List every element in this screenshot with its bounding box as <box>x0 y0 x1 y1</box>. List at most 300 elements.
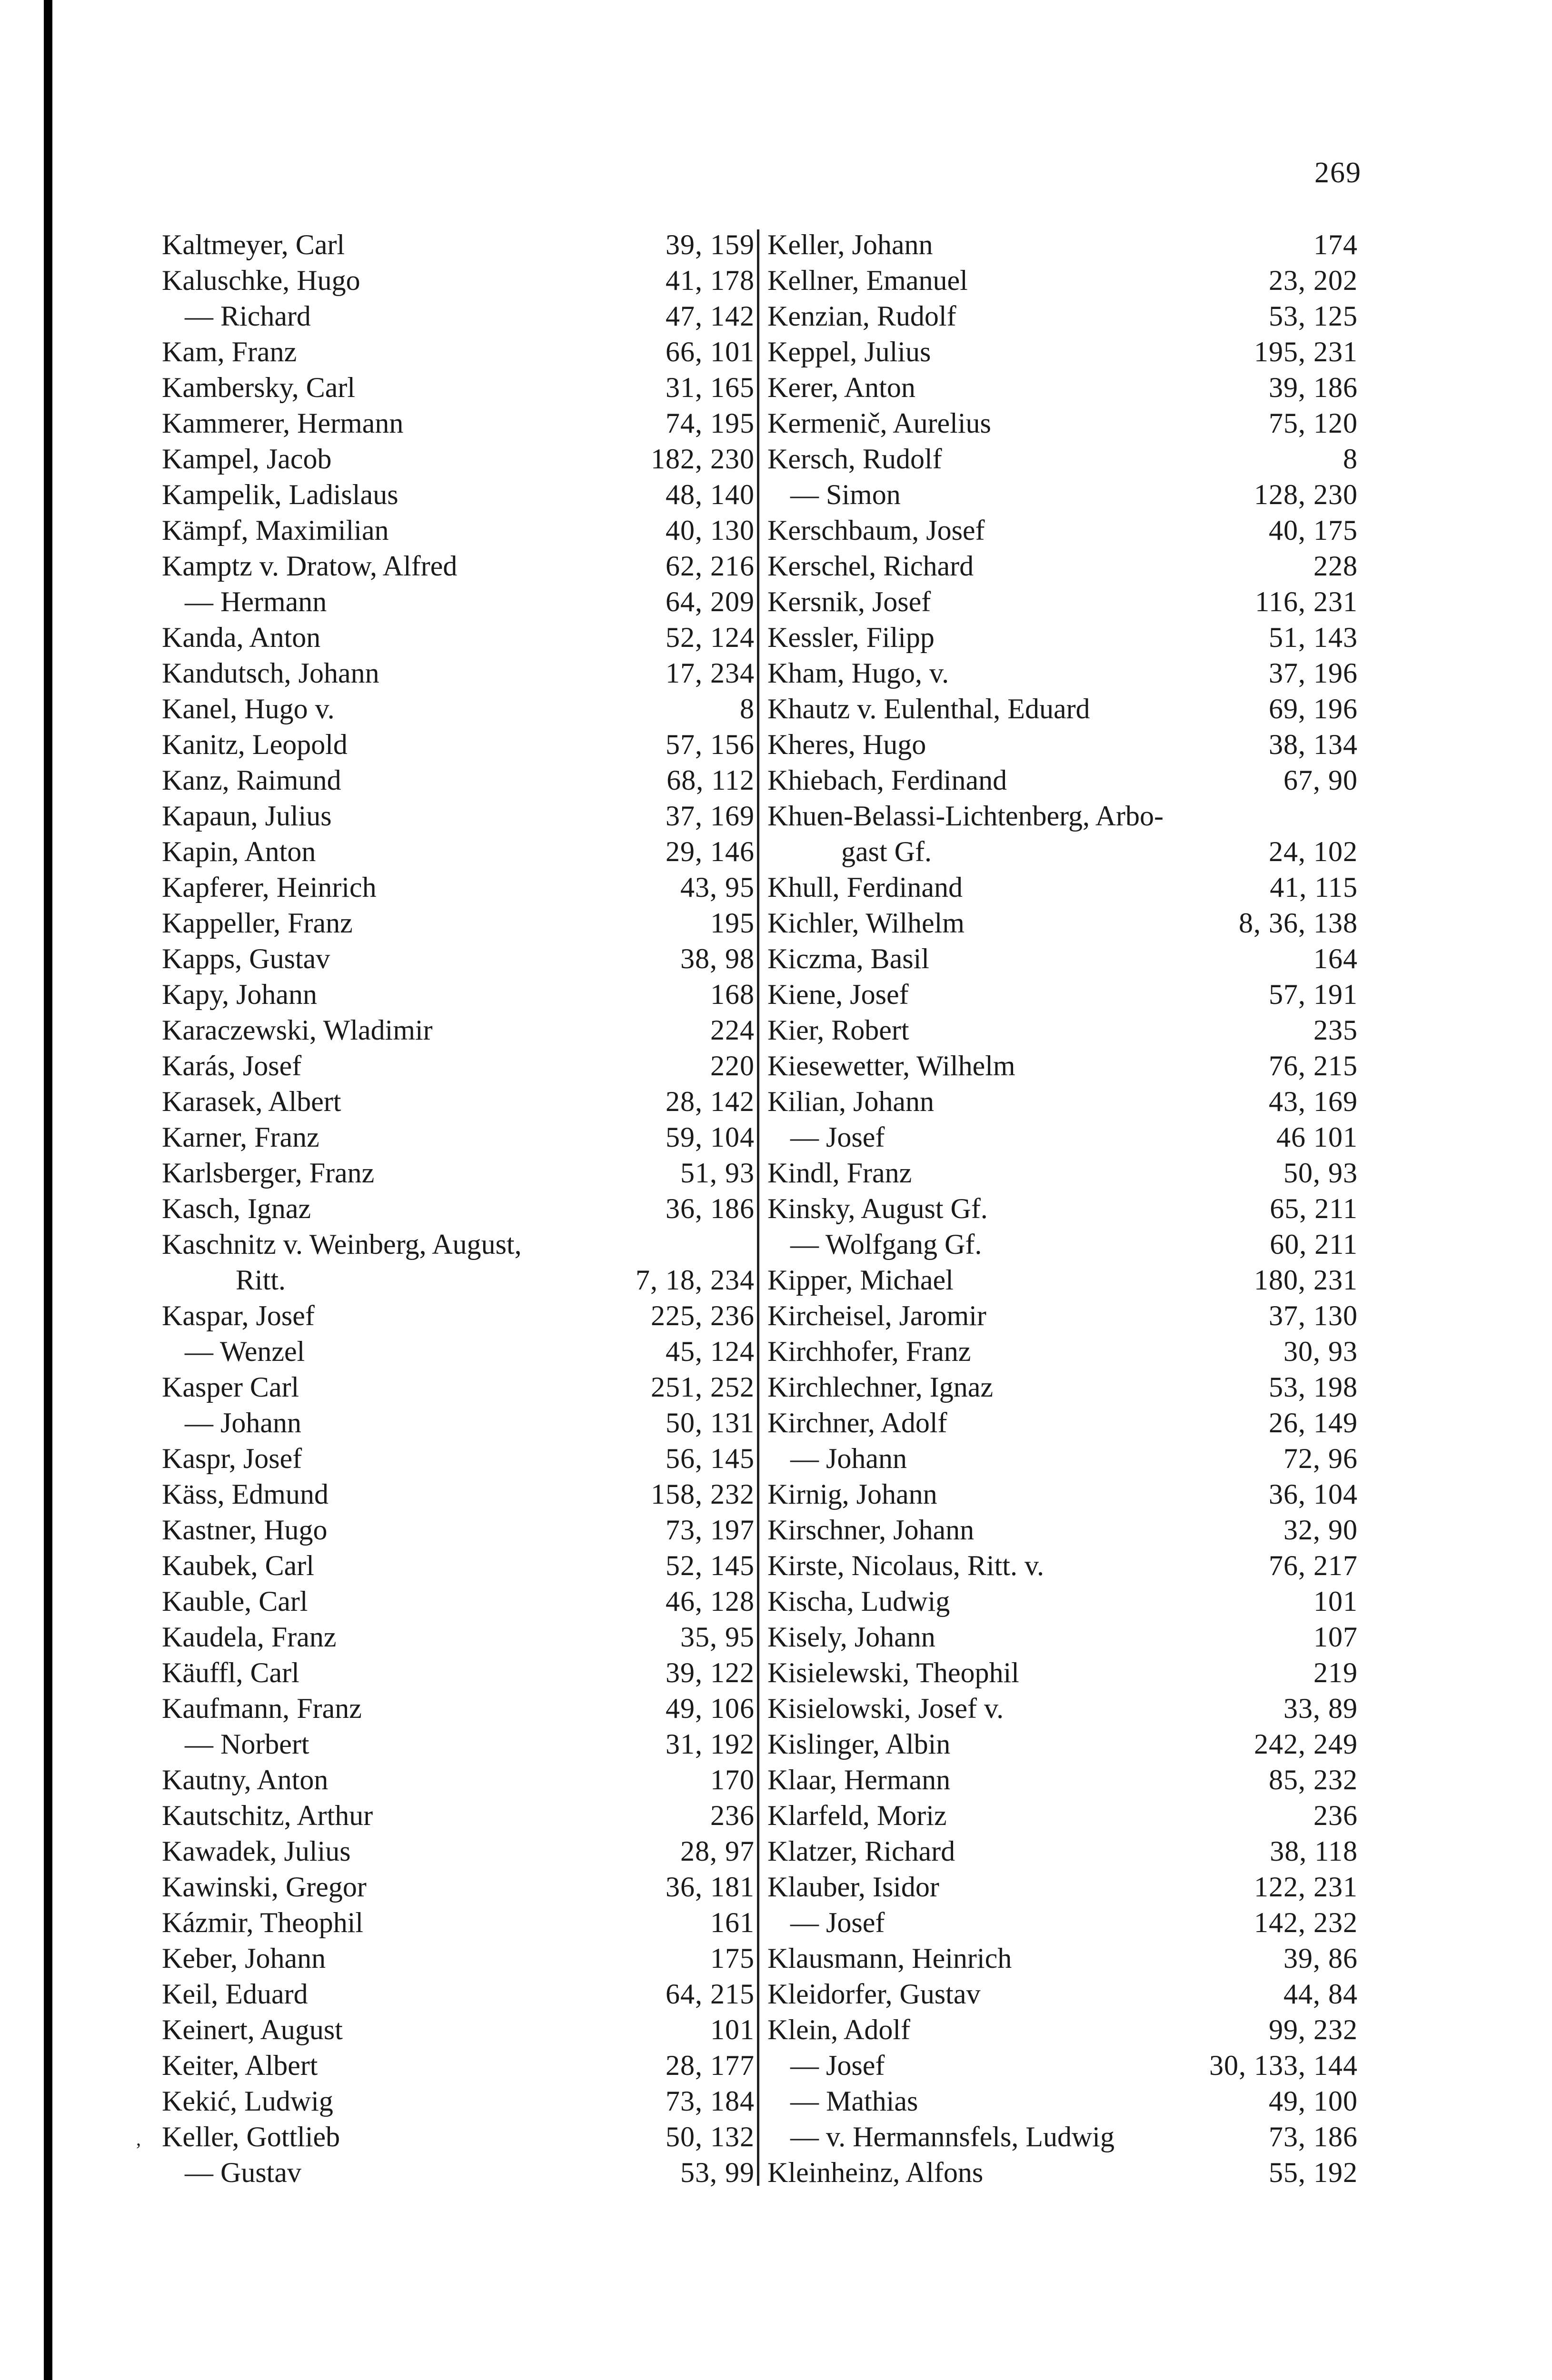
entry-pages: 37, 130 <box>1269 1300 1358 1331</box>
entry-pages: 65, 211 <box>1270 1193 1358 1224</box>
index-entry <box>767 1478 1358 1514</box>
entry-pages: 56, 145 <box>666 1443 755 1474</box>
index-entry <box>162 1871 755 1906</box>
entry-name: Klausmann, Heinrich <box>767 1943 1012 1974</box>
entry-pages: 62, 216 <box>666 550 755 582</box>
index-entry <box>767 514 1358 550</box>
index-entry <box>767 1442 1358 1478</box>
entry-pages: 75, 120 <box>1269 407 1358 439</box>
entry-pages: 29, 146 <box>666 836 755 867</box>
entry-name: Kirchhofer, Franz <box>767 1336 971 1367</box>
entry-pages: 23, 202 <box>1269 265 1358 296</box>
entry-name: Kapaun, Julius <box>162 800 332 832</box>
index-entry <box>767 1050 1358 1085</box>
entry-name: Kichler, Wilhelm <box>767 907 965 939</box>
index-entry <box>767 443 1358 478</box>
index-entry <box>767 764 1358 800</box>
entry-name: Kapy, Johann <box>162 979 318 1010</box>
entry-name: Kaluschke, Hugo <box>162 265 360 296</box>
entry-pages: 41, 178 <box>666 265 755 296</box>
index-entry <box>162 2085 755 2121</box>
entry-pages: 39, 186 <box>1269 372 1358 403</box>
entry-name: Klauber, Isidor <box>767 1871 939 1903</box>
entry-pages: 73, 197 <box>666 1514 755 1546</box>
entry-pages: 142, 232 <box>1254 1907 1358 1938</box>
entry-name: Khuen-Belassi-Lichtenberg, Arbo- <box>767 800 1164 832</box>
index-entry <box>162 478 755 514</box>
index-entry <box>767 1621 1358 1656</box>
index-entry <box>162 1799 755 1835</box>
index-entry <box>162 371 755 407</box>
entry-pages: 236 <box>1313 1800 1358 1831</box>
entry-pages: 116, 231 <box>1255 586 1358 617</box>
entry-pages: 220 <box>710 1050 755 1081</box>
index-entry <box>162 1656 755 1692</box>
entry-name: Kaspar, Josef <box>162 1300 315 1331</box>
entry-pages: 39, 86 <box>1283 1943 1358 1974</box>
entry-name: Kaubek, Carl <box>162 1550 314 1581</box>
entry-name: Kanitz, Leopold <box>162 729 348 760</box>
entry-name: Klaar, Hermann <box>767 1764 951 1795</box>
entry-pages: 38, 98 <box>680 943 755 974</box>
index-entry <box>162 1192 755 1228</box>
entry-pages: 45, 124 <box>666 1336 755 1367</box>
index-entry <box>162 407 755 443</box>
entry-pages: 228 <box>1313 550 1358 582</box>
index-entry <box>767 2121 1358 2156</box>
entry-name: — Gustav <box>185 2157 301 2188</box>
entry-name: gast Gf. <box>841 836 932 867</box>
index-entry <box>767 1299 1358 1335</box>
index-entry <box>767 407 1358 443</box>
entry-pages: 32, 90 <box>1283 1514 1358 1546</box>
index-entry <box>162 621 755 657</box>
index-entry <box>162 2013 755 2049</box>
entry-pages: 30, 133, 144 <box>1209 2050 1358 2081</box>
entry-name: Keil, Eduard <box>162 1978 308 2010</box>
entry-pages: 50, 131 <box>666 1407 755 1438</box>
index-entry <box>162 1407 755 1442</box>
entry-pages: 47, 142 <box>666 300 755 332</box>
entry-pages: 161 <box>710 1907 755 1938</box>
entry-name: Kirchner, Adolf <box>767 1407 947 1438</box>
index-entry <box>767 1157 1358 1192</box>
entry-name: Kammerer, Hermann <box>162 407 404 439</box>
index-entry <box>162 443 755 478</box>
index-entry <box>767 1335 1358 1371</box>
entry-pages: 37, 169 <box>666 800 755 832</box>
entry-pages: 39, 122 <box>666 1657 755 1688</box>
entry-name: Kiene, Josef <box>767 979 909 1010</box>
entry-pages: 17, 234 <box>666 657 755 689</box>
entry-pages: 28, 142 <box>666 1086 755 1117</box>
right-index-column <box>767 228 1358 2192</box>
entry-name: Keiter, Albert <box>162 2050 318 2081</box>
entry-name: Kerschel, Richard <box>767 550 974 582</box>
index-entry <box>162 978 755 1014</box>
entry-name: Kanel, Hugo v. <box>162 693 335 724</box>
index-entry <box>162 1835 755 1871</box>
index-entry <box>162 1549 755 1585</box>
entry-pages: 24, 102 <box>1269 836 1358 867</box>
index-entry <box>767 1371 1358 1407</box>
index-entry <box>767 478 1358 514</box>
index-entry <box>162 1621 755 1656</box>
entry-pages: 52, 145 <box>666 1550 755 1581</box>
entry-pages: 67, 90 <box>1283 764 1358 796</box>
index-entry <box>767 728 1358 764</box>
entry-pages: 175 <box>710 1943 755 1974</box>
entry-name: — Wenzel <box>185 1336 305 1367</box>
entry-pages: 52, 124 <box>666 622 755 653</box>
entry-name: Kisielowski, Josef v. <box>767 1693 1004 1724</box>
index-entry <box>767 1014 1358 1050</box>
entry-pages: 73, 186 <box>1269 2121 1358 2152</box>
entry-name: Kautschitz, Arthur <box>162 1800 373 1831</box>
entry-pages: 64, 209 <box>666 586 755 617</box>
entry-pages: 31, 165 <box>666 372 755 403</box>
index-entry <box>162 1478 755 1514</box>
entry-pages: 48, 140 <box>666 479 755 510</box>
entry-pages: 38, 118 <box>1270 1835 1358 1867</box>
entry-pages: 44, 84 <box>1283 1978 1358 2010</box>
entry-pages: 107 <box>1313 1621 1358 1653</box>
entry-name: Käss, Edmund <box>162 1478 328 1510</box>
entry-name: Kampelik, Ladislaus <box>162 479 398 510</box>
index-entry <box>162 585 755 621</box>
entry-pages: 43, 169 <box>1269 1086 1358 1117</box>
entry-name: Kermenič, Aurelius <box>767 407 991 439</box>
entry-pages: 30, 93 <box>1283 1336 1358 1367</box>
entry-name: Kauble, Carl <box>162 1586 308 1617</box>
entry-name: Keber, Johann <box>162 1943 326 1974</box>
index-entry <box>162 1585 755 1621</box>
index-entry <box>767 1978 1358 2013</box>
index-entry <box>162 336 755 371</box>
entry-pages: 60, 211 <box>1270 1229 1358 1260</box>
entry-pages: 55, 192 <box>1269 2157 1358 2188</box>
entry-name: Kircheisel, Jaromir <box>767 1300 986 1331</box>
entry-pages: 69, 196 <box>1269 693 1358 724</box>
entry-name: Kisely, Johann <box>767 1621 935 1653</box>
index-entry <box>162 907 755 942</box>
entry-name: Kautny, Anton <box>162 1764 328 1795</box>
index-entry <box>162 1514 755 1549</box>
entry-pages: 36, 186 <box>666 1193 755 1224</box>
index-entry <box>767 871 1358 907</box>
index-entry <box>767 1799 1358 1835</box>
index-entry <box>767 1121 1358 1157</box>
entry-pages: 35, 95 <box>680 1621 755 1653</box>
entry-pages: 50, 132 <box>666 2121 755 2152</box>
entry-pages: 8 <box>1343 443 1358 475</box>
entry-name: Klarfeld, Moriz <box>767 1800 947 1831</box>
entry-pages: 158, 232 <box>651 1478 755 1510</box>
entry-pages: 39, 159 <box>666 229 755 260</box>
index-entry <box>767 2156 1358 2192</box>
column-divider <box>757 229 759 2186</box>
index-entry <box>162 1442 755 1478</box>
entry-pages: 46, 128 <box>666 1586 755 1617</box>
entry-pages: 76, 217 <box>1269 1550 1358 1581</box>
entry-name: Kiczma, Basil <box>767 943 929 974</box>
entry-pages: 64, 215 <box>666 1978 755 2010</box>
index-entry <box>162 264 755 300</box>
entry-pages: 59, 104 <box>666 1121 755 1153</box>
entry-pages: 236 <box>710 1800 755 1831</box>
entry-name: Keinert, August <box>162 2014 343 2045</box>
entry-pages: 41, 115 <box>1270 872 1358 903</box>
index-entry <box>767 2085 1358 2121</box>
entry-pages: 37, 196 <box>1269 657 1358 689</box>
entry-pages: 40, 130 <box>666 515 755 546</box>
entry-name: — Josef <box>790 2050 885 2081</box>
entry-pages: 85, 232 <box>1269 1764 1358 1795</box>
entry-name: Khiebach, Ferdinand <box>767 764 1007 796</box>
entry-pages: 235 <box>1313 1014 1358 1046</box>
entry-name: — Hermann <box>185 586 327 617</box>
entry-pages: 68, 112 <box>667 764 755 796</box>
entry-name: — Johann <box>790 1443 907 1474</box>
index-entry <box>162 1371 755 1407</box>
index-entry <box>767 1585 1358 1621</box>
entry-name: Kindl, Franz <box>767 1157 912 1189</box>
entry-name: Karner, Franz <box>162 1121 319 1153</box>
entry-name: Kirschner, Johann <box>767 1514 975 1546</box>
entry-pages: 50, 93 <box>1283 1157 1358 1189</box>
index-entry <box>162 300 755 336</box>
index-entry <box>767 1728 1358 1764</box>
entry-name: Kier, Robert <box>767 1014 909 1046</box>
index-entry <box>767 1656 1358 1692</box>
index-entry <box>767 1085 1358 1121</box>
entry-pages: 182, 230 <box>651 443 755 475</box>
entry-pages: 174 <box>1313 229 1358 260</box>
stray-mark: , <box>136 2128 141 2150</box>
entry-name: Karasek, Albert <box>162 1086 341 1117</box>
entry-pages: 36, 104 <box>1269 1478 1358 1510</box>
entry-name: Kleinheinz, Alfons <box>767 2157 984 2188</box>
index-entry <box>767 942 1358 978</box>
entry-name: — Wolfgang Gf. <box>790 1229 982 1260</box>
entry-name: Kapin, Anton <box>162 836 316 867</box>
entry-name: Kandutsch, Johann <box>162 657 379 689</box>
index-entry <box>767 2049 1358 2085</box>
index-entry <box>162 2049 755 2085</box>
entry-name: Kersnik, Josef <box>767 586 931 617</box>
entry-pages: 49, 106 <box>666 1693 755 1724</box>
index-entry <box>767 550 1358 585</box>
entry-name: Kenzian, Rudolf <box>767 300 956 332</box>
entry-pages: 53, 99 <box>680 2157 755 2188</box>
entry-pages: 26, 149 <box>1269 1407 1358 1438</box>
entry-name: Kawinski, Gregor <box>162 1871 367 1903</box>
index-entry <box>162 1014 755 1050</box>
entry-pages: 180, 231 <box>1254 1264 1358 1296</box>
entry-name: Kampel, Jacob <box>162 443 332 475</box>
page-spine-border <box>44 0 52 2380</box>
entry-pages: 40, 175 <box>1269 515 1358 546</box>
entry-pages: 170 <box>710 1764 755 1795</box>
index-entry <box>767 1514 1358 1549</box>
index-entry <box>162 764 755 800</box>
index-entry <box>162 728 755 764</box>
entry-pages: 164 <box>1313 943 1358 974</box>
entry-pages: 99, 232 <box>1269 2014 1358 2045</box>
entry-pages: 38, 134 <box>1269 729 1358 760</box>
entry-name: Karaczewski, Wladimir <box>162 1014 433 1046</box>
entry-name: Kanda, Anton <box>162 622 321 653</box>
entry-name: Kham, Hugo, v. <box>767 657 949 689</box>
entry-name: Karlsberger, Franz <box>162 1157 375 1189</box>
entry-name: Keller, Gottlieb <box>162 2121 340 2152</box>
entry-name: Kázmir, Theophil <box>162 1907 364 1938</box>
entry-pages: 74, 195 <box>666 407 755 439</box>
index-entry <box>162 550 755 585</box>
entry-pages: 51, 143 <box>1269 622 1358 653</box>
entry-pages: 219 <box>1313 1657 1358 1688</box>
entry-name: Kislinger, Albin <box>767 1728 951 1760</box>
index-entry <box>162 1692 755 1728</box>
entry-name: Kaufmann, Franz <box>162 1693 362 1724</box>
index-entry <box>162 800 755 835</box>
entry-pages: 49, 100 <box>1269 2085 1358 2117</box>
index-entry <box>162 514 755 550</box>
entry-name: Karás, Josef <box>162 1050 302 1081</box>
entry-name: — Johann <box>185 1407 301 1438</box>
index-entry <box>162 1335 755 1371</box>
index-entry <box>162 1906 755 1942</box>
entry-name: Kawadek, Julius <box>162 1835 351 1867</box>
entry-pages: 225, 236 <box>651 1300 755 1331</box>
entry-name: Kekić, Ludwig <box>162 2085 333 2117</box>
index-entry <box>767 300 1358 336</box>
entry-pages: 76, 215 <box>1269 1050 1358 1081</box>
entry-pages: 122, 231 <box>1254 1871 1358 1903</box>
index-entry <box>767 1906 1358 1942</box>
index-entry <box>162 1121 755 1157</box>
entry-name: Kaltmeyer, Carl <box>162 229 345 260</box>
page-number: 269 <box>1314 157 1362 189</box>
entry-pages: 73, 184 <box>666 2085 755 2117</box>
index-entry <box>767 336 1358 371</box>
entry-name: — v. Hermannsfels, Ludwig <box>790 2121 1114 2152</box>
index-entry <box>767 585 1358 621</box>
entry-pages: 43, 95 <box>680 872 755 903</box>
entry-name: — Richard <box>185 300 311 332</box>
index-entry <box>162 1050 755 1085</box>
entry-pages: 53, 198 <box>1269 1371 1358 1403</box>
index-entry <box>162 1085 755 1121</box>
entry-pages: 101 <box>1313 1586 1358 1617</box>
entry-name: — Josef <box>790 1121 885 1153</box>
entry-name: Kappeller, Franz <box>162 907 353 939</box>
index-entry <box>162 871 755 907</box>
index-entry <box>767 1192 1358 1228</box>
entry-name: Kaschnitz v. Weinberg, August, <box>162 1229 522 1260</box>
entry-pages: 33, 89 <box>1283 1693 1358 1724</box>
index-entry <box>162 2121 755 2156</box>
index-entry <box>162 228 755 264</box>
index-entry <box>767 1764 1358 1799</box>
entry-name: Keller, Johann <box>767 229 933 260</box>
entry-pages: 57, 191 <box>1269 979 1358 1010</box>
entry-pages: 28, 177 <box>666 2050 755 2081</box>
entry-name: Khull, Ferdinand <box>767 872 963 903</box>
entry-pages: 53, 125 <box>1269 300 1358 332</box>
index-entry <box>767 264 1358 300</box>
index-entry <box>162 2156 755 2192</box>
entry-name: Kisielewski, Theophil <box>767 1657 1019 1688</box>
entry-name: Kheres, Hugo <box>767 729 926 760</box>
entry-pages: 7, 18, 234 <box>636 1264 755 1296</box>
entry-name: Kipper, Michael <box>767 1264 954 1296</box>
entry-pages: 72, 96 <box>1283 1443 1358 1474</box>
entry-pages: 128, 230 <box>1254 479 1358 510</box>
entry-name: Kirnig, Johann <box>767 1478 937 1510</box>
index-entry <box>162 1299 755 1335</box>
entry-name: Kapps, Gustav <box>162 943 330 974</box>
index-entry <box>162 1764 755 1799</box>
entry-pages: 28, 97 <box>680 1835 755 1867</box>
entry-name: Kaspr, Josef <box>162 1443 302 1474</box>
index-entry <box>767 693 1358 728</box>
index-entry <box>162 1942 755 1978</box>
entry-pages: 101 <box>710 2014 755 2045</box>
entry-name: — Josef <box>790 1907 885 1938</box>
index-entry <box>162 942 755 978</box>
index-entry <box>767 978 1358 1014</box>
entry-name: — Simon <box>790 479 901 510</box>
entry-name: Klatzer, Richard <box>767 1835 955 1867</box>
entry-name: — Mathias <box>790 2085 918 2117</box>
entry-name: Kellner, Emanuel <box>767 265 968 296</box>
entry-name: Kamptz v. Dratow, Alfred <box>162 550 458 582</box>
entry-name: Kerer, Anton <box>767 372 915 403</box>
index-entry <box>767 657 1358 693</box>
index-entry <box>162 1728 755 1764</box>
entry-name: Kersch, Rudolf <box>767 443 942 475</box>
entry-pages: 8 <box>740 693 755 724</box>
entry-name: Kasper Carl <box>162 1371 299 1403</box>
entry-name: Klein, Adolf <box>767 2014 910 2045</box>
entry-pages: 195, 231 <box>1254 336 1358 367</box>
entry-name: Keppel, Julius <box>767 336 931 367</box>
entry-name: Kaudela, Franz <box>162 1621 337 1653</box>
entry-pages: 57, 156 <box>666 729 755 760</box>
entry-name: Kam, Franz <box>162 336 297 367</box>
entry-pages: 224 <box>710 1014 755 1046</box>
index-entry <box>767 2013 1358 2049</box>
index-entry <box>767 1835 1358 1871</box>
index-entry <box>767 907 1358 942</box>
index-entry <box>162 1978 755 2013</box>
entry-name: Kapferer, Heinrich <box>162 872 377 903</box>
entry-pages: 31, 192 <box>666 1728 755 1760</box>
entry-name: Kerschbaum, Josef <box>767 515 985 546</box>
entry-pages: 195 <box>710 907 755 939</box>
index-entry <box>767 1871 1358 1906</box>
index-entry <box>767 1942 1358 1978</box>
index-entry <box>162 1228 755 1264</box>
index-entry <box>767 371 1358 407</box>
entry-name: Kastner, Hugo <box>162 1514 328 1546</box>
index-entry <box>767 621 1358 657</box>
entry-pages: 46 101 <box>1276 1121 1358 1153</box>
entry-name: Kämpf, Maximilian <box>162 515 389 546</box>
entry-name: Käuffl, Carl <box>162 1657 299 1688</box>
entry-name: Khautz v. Eulenthal, Eduard <box>767 693 1090 724</box>
